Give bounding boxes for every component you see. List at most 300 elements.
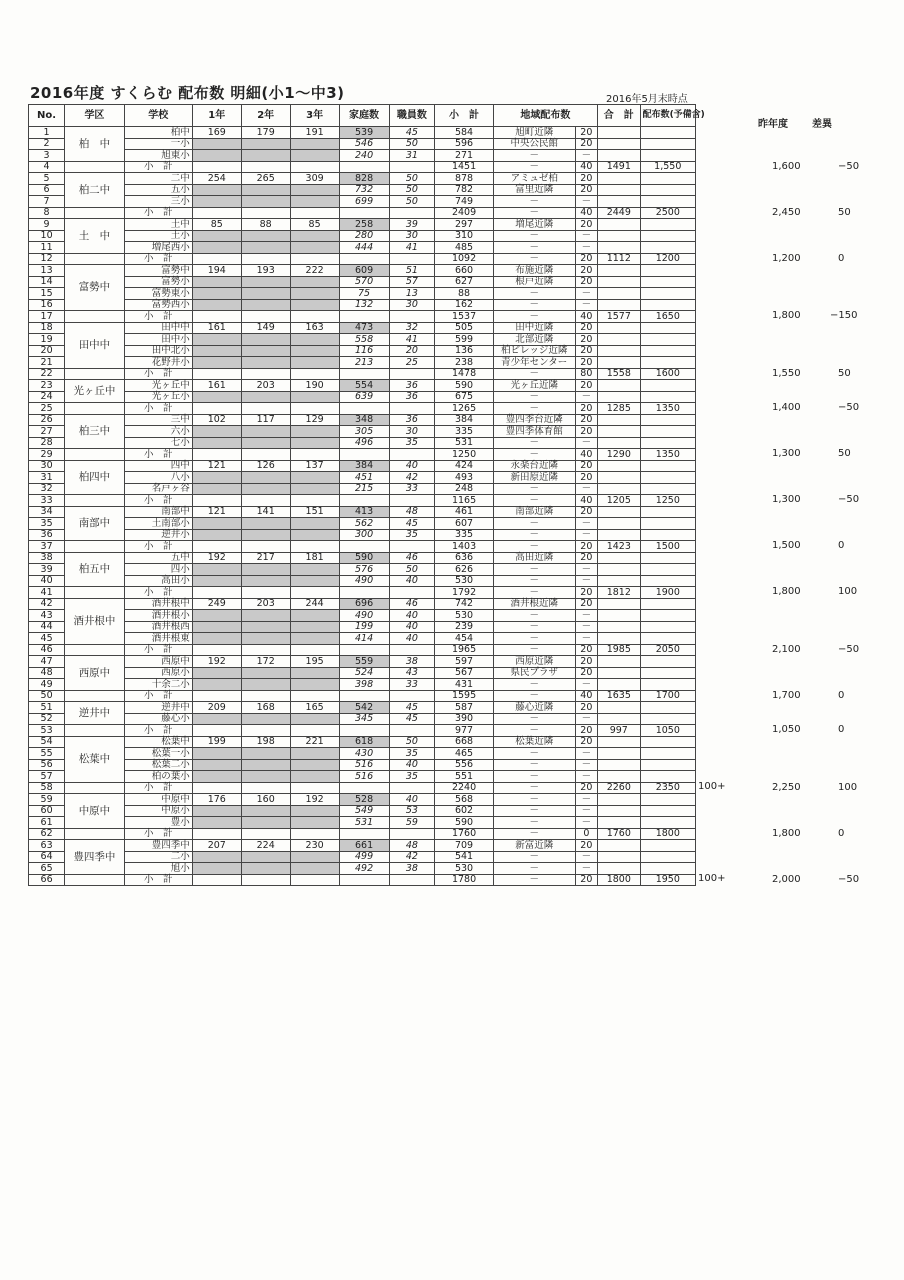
group-total: 1635 <box>598 690 641 702</box>
diff-value: −50 <box>838 873 860 885</box>
school-name: 八小 <box>124 472 192 484</box>
school-name: 中原小 <box>124 805 192 817</box>
school-name: 逆井中 <box>124 702 192 714</box>
row-number: 35 <box>29 518 65 530</box>
staff-count: 50 <box>389 173 435 185</box>
staff-empty <box>389 368 435 380</box>
district-name: 逆井中 <box>65 702 125 725</box>
row-subtotal: 271 <box>435 150 494 162</box>
row-number: 14 <box>29 276 65 288</box>
row-number: 43 <box>29 610 65 622</box>
area-location: － <box>493 437 575 449</box>
staff-count: 41 <box>389 242 435 254</box>
row-subtotal: 597 <box>435 656 494 668</box>
total-cell <box>598 426 641 438</box>
subtotal-label: 小 計 <box>124 311 192 323</box>
grade1-count: 199 <box>192 736 241 748</box>
header-last-year: 昨年度 <box>758 119 788 130</box>
grade1-count: 207 <box>192 840 241 852</box>
total-cell <box>598 851 641 863</box>
area-count: 20 <box>575 472 597 484</box>
area-count: － <box>575 748 597 760</box>
grade3-empty <box>290 541 339 553</box>
area-count: 20 <box>575 506 597 518</box>
area-location: － <box>493 587 575 599</box>
household-count: 444 <box>339 242 389 254</box>
school-name: 松葉二小 <box>124 759 192 771</box>
row-number: 54 <box>29 736 65 748</box>
area-location: － <box>493 851 575 863</box>
grade1-count <box>192 230 241 242</box>
total-cell <box>598 472 641 484</box>
staff-count: 57 <box>389 276 435 288</box>
grade1-count <box>192 357 241 369</box>
school-name: 豊小 <box>124 817 192 829</box>
row-subtotal: 493 <box>435 472 494 484</box>
grade3-empty <box>290 207 339 219</box>
grade1-count: 192 <box>192 552 241 564</box>
total-cell <box>598 610 641 622</box>
district-empty <box>65 449 125 461</box>
budget-cell <box>640 288 695 300</box>
budget-cell <box>640 414 695 426</box>
area-location: － <box>493 863 575 875</box>
total-cell <box>598 242 641 254</box>
grade2-empty <box>241 495 290 507</box>
row-number: 44 <box>29 621 65 633</box>
area-total: 0 <box>575 828 597 840</box>
grade2-count: 172 <box>241 656 290 668</box>
grade1-count <box>192 196 241 208</box>
grade2-count <box>241 288 290 300</box>
row-subtotal: 551 <box>435 771 494 783</box>
household-count: 413 <box>339 506 389 518</box>
group-total: 1577 <box>598 311 641 323</box>
budget-cell <box>640 345 695 357</box>
grade3-count: 165 <box>290 702 339 714</box>
grade3-count <box>290 345 339 357</box>
budget-cell <box>640 173 695 185</box>
diff-value: 100 <box>838 586 858 598</box>
area-count: 20 <box>575 219 597 231</box>
row-subtotal: 584 <box>435 127 494 139</box>
table-row <box>29 851 696 863</box>
grade3-empty <box>290 828 339 840</box>
row-number: 60 <box>29 805 65 817</box>
grade2-count <box>241 610 290 622</box>
grade2-count: 198 <box>241 736 290 748</box>
grade3-count <box>290 713 339 725</box>
area-count: － <box>575 483 597 495</box>
row-subtotal: 248 <box>435 483 494 495</box>
grade3-count <box>290 334 339 346</box>
grade2-empty <box>241 782 290 794</box>
row-number: 40 <box>29 575 65 587</box>
area-total: 20 <box>575 782 597 794</box>
school-name: 二中 <box>124 173 192 185</box>
grade2-count <box>241 334 290 346</box>
grade2-count: 141 <box>241 506 290 518</box>
household-count: 661 <box>339 840 389 852</box>
group-total: 1290 <box>598 449 641 461</box>
staff-count: 36 <box>389 414 435 426</box>
group-budget: 1900 <box>640 587 695 599</box>
diff-value: −50 <box>838 402 860 414</box>
group-budget: 2350 <box>640 782 695 794</box>
area-location: － <box>493 288 575 300</box>
last-year-value: 1,800 <box>772 827 801 839</box>
table-row <box>29 288 696 300</box>
subtotal-label: 小 計 <box>124 368 192 380</box>
budget-cell <box>640 242 695 254</box>
household-count: 828 <box>339 173 389 185</box>
row-number: 1 <box>29 127 65 139</box>
district-name: 柏四中 <box>65 460 125 495</box>
grade1-empty <box>192 311 241 323</box>
households-empty <box>339 161 389 173</box>
household-count: 499 <box>339 851 389 863</box>
row-subtotal: 556 <box>435 759 494 771</box>
total-cell <box>598 196 641 208</box>
grade2-count <box>241 242 290 254</box>
row-subtotal: 454 <box>435 633 494 645</box>
grade1-count <box>192 345 241 357</box>
row-subtotal: 384 <box>435 414 494 426</box>
table-row <box>29 196 696 208</box>
total-cell <box>598 702 641 714</box>
grade2-count: 217 <box>241 552 290 564</box>
grade2-count <box>241 345 290 357</box>
grade2-count: 149 <box>241 322 290 334</box>
households-empty <box>339 690 389 702</box>
grade1-count <box>192 518 241 530</box>
district-empty <box>65 161 125 173</box>
staff-count: 40 <box>389 633 435 645</box>
grade1-count <box>192 150 241 162</box>
area-total: 40 <box>575 690 597 702</box>
area-location: － <box>493 529 575 541</box>
staff-count: 42 <box>389 851 435 863</box>
grade1-empty <box>192 368 241 380</box>
grade3-count: 192 <box>290 794 339 806</box>
grade1-empty <box>192 644 241 656</box>
area-count: － <box>575 529 597 541</box>
grade1-count <box>192 483 241 495</box>
row-subtotal: 668 <box>435 736 494 748</box>
group-total: 2260 <box>598 782 641 794</box>
school-name: 松葉中 <box>124 736 192 748</box>
school-name: 西原小 <box>124 667 192 679</box>
budget-cell <box>640 598 695 610</box>
district-empty <box>65 403 125 415</box>
table-row <box>29 184 696 196</box>
grade2-count <box>241 679 290 691</box>
budget-cell <box>640 759 695 771</box>
area-count: － <box>575 805 597 817</box>
area-location: 新田原近隣 <box>493 472 575 484</box>
area-count: － <box>575 794 597 806</box>
grade1-count: 209 <box>192 702 241 714</box>
row-subtotal: 531 <box>435 437 494 449</box>
row-subtotal: 587 <box>435 702 494 714</box>
grade3-count: 195 <box>290 656 339 668</box>
grade1-count <box>192 334 241 346</box>
grade3-count <box>290 621 339 633</box>
group-total: 997 <box>598 725 641 737</box>
budget-cell <box>640 230 695 242</box>
district-name: 柏 中 <box>65 127 125 162</box>
area-location: － <box>493 242 575 254</box>
group-budget: 1950 <box>640 874 695 886</box>
grade3-empty <box>290 495 339 507</box>
household-count: 398 <box>339 679 389 691</box>
school-name: 酒井根中 <box>124 598 192 610</box>
staff-empty <box>389 644 435 656</box>
household-count: 696 <box>339 598 389 610</box>
grade2-count <box>241 483 290 495</box>
grade3-count <box>290 483 339 495</box>
area-location: － <box>493 782 575 794</box>
area-location: 豊四季体育館 <box>493 426 575 438</box>
school-name: 柏の葉小 <box>124 771 192 783</box>
table-row <box>29 621 696 633</box>
school-name: 酒井根西 <box>124 621 192 633</box>
household-count: 542 <box>339 702 389 714</box>
area-count: － <box>575 150 597 162</box>
area-location: － <box>493 621 575 633</box>
staff-count: 40 <box>389 621 435 633</box>
row-number: 17 <box>29 311 65 323</box>
subtotal-row <box>29 253 696 265</box>
row-number: 50 <box>29 690 65 702</box>
grade3-count <box>290 564 339 576</box>
total-cell <box>598 219 641 231</box>
grade1-empty <box>192 782 241 794</box>
grade3-count <box>290 357 339 369</box>
district-name: 土 中 <box>65 219 125 254</box>
row-number: 20 <box>29 345 65 357</box>
budget-cell <box>640 817 695 829</box>
budget-cell <box>640 299 695 311</box>
district-name: 光ヶ丘中 <box>65 380 125 403</box>
area-location: － <box>493 771 575 783</box>
area-location: － <box>493 518 575 530</box>
school-name: 花野井小 <box>124 357 192 369</box>
grade3-count <box>290 518 339 530</box>
row-subtotal: 465 <box>435 748 494 760</box>
table-row <box>29 610 696 622</box>
total-cell <box>598 713 641 725</box>
diff-value: 0 <box>838 827 845 839</box>
district-name: 松葉中 <box>65 736 125 782</box>
row-number: 30 <box>29 460 65 472</box>
district-empty <box>65 828 125 840</box>
grade2-count <box>241 276 290 288</box>
grade3-count: 181 <box>290 552 339 564</box>
household-count: 559 <box>339 656 389 668</box>
area-location: 県民プラザ <box>493 667 575 679</box>
grade1-empty <box>192 161 241 173</box>
district-name: 柏二中 <box>65 173 125 208</box>
grade3-count <box>290 851 339 863</box>
table-body <box>29 127 696 886</box>
school-name: 土南部小 <box>124 518 192 530</box>
grade3-count: 309 <box>290 173 339 185</box>
row-subtotal: 709 <box>435 840 494 852</box>
staff-count: 35 <box>389 437 435 449</box>
area-count: － <box>575 242 597 254</box>
group-budget: 2050 <box>640 644 695 656</box>
household-count: 516 <box>339 771 389 783</box>
budget-cell <box>640 437 695 449</box>
row-subtotal: 782 <box>435 184 494 196</box>
row-number: 45 <box>29 633 65 645</box>
budget-cell <box>640 794 695 806</box>
staff-count: 50 <box>389 736 435 748</box>
subtotal-label: 小 計 <box>124 207 192 219</box>
budget-cell <box>640 564 695 576</box>
household-count: 496 <box>339 437 389 449</box>
grade2-count <box>241 529 290 541</box>
budget-cell <box>640 840 695 852</box>
group-subtotal: 1478 <box>435 368 494 380</box>
grade3-count <box>290 817 339 829</box>
header-budget: 配布数(予備含) <box>640 105 695 127</box>
row-number: 6 <box>29 184 65 196</box>
area-location: 田中近隣 <box>493 322 575 334</box>
household-count: 75 <box>339 288 389 300</box>
area-count: 20 <box>575 414 597 426</box>
grade1-empty <box>192 403 241 415</box>
staff-empty <box>389 690 435 702</box>
group-total: 1285 <box>598 403 641 415</box>
grade1-empty <box>192 587 241 599</box>
budget-cell <box>640 219 695 231</box>
staff-count: 31 <box>389 150 435 162</box>
budget-cell <box>640 656 695 668</box>
total-cell <box>598 598 641 610</box>
budget-cell <box>640 633 695 645</box>
last-year-value: 1,600 <box>772 160 801 172</box>
grade2-count: 265 <box>241 173 290 185</box>
grade3-count: 151 <box>290 506 339 518</box>
row-number: 52 <box>29 713 65 725</box>
district-empty <box>65 725 125 737</box>
household-count: 492 <box>339 863 389 875</box>
grade3-empty <box>290 403 339 415</box>
households-empty <box>339 874 389 886</box>
grade3-count <box>290 196 339 208</box>
total-cell <box>598 276 641 288</box>
total-cell <box>598 805 641 817</box>
grade2-count <box>241 472 290 484</box>
last-year-value: 1,300 <box>772 448 801 460</box>
area-count: 20 <box>575 667 597 679</box>
area-count: 20 <box>575 265 597 277</box>
school-name: 富勢中 <box>124 265 192 277</box>
school-name: 四中 <box>124 460 192 472</box>
grade1-empty <box>192 541 241 553</box>
table-row <box>29 173 696 185</box>
area-location: － <box>493 403 575 415</box>
school-name: 松葉一小 <box>124 748 192 760</box>
row-number: 5 <box>29 173 65 185</box>
district-empty <box>65 541 125 553</box>
grade3-count <box>290 437 339 449</box>
header-households: 家庭数 <box>339 105 389 127</box>
area-location: － <box>493 644 575 656</box>
row-subtotal: 461 <box>435 506 494 518</box>
table-row <box>29 127 696 139</box>
table-row <box>29 518 696 530</box>
budget-cell <box>640 552 695 564</box>
budget-cell <box>640 196 695 208</box>
group-budget: 1050 <box>640 725 695 737</box>
table-row <box>29 529 696 541</box>
row-subtotal: 136 <box>435 345 494 357</box>
area-count: 20 <box>575 702 597 714</box>
area-total: 20 <box>575 725 597 737</box>
budget-cell <box>640 276 695 288</box>
grade2-count <box>241 138 290 150</box>
households-empty <box>339 368 389 380</box>
area-total: 20 <box>575 541 597 553</box>
total-cell <box>598 138 641 150</box>
staff-count: 32 <box>389 322 435 334</box>
school-name: 田中北小 <box>124 345 192 357</box>
household-count: 531 <box>339 817 389 829</box>
school-name: 富勢西小 <box>124 299 192 311</box>
household-count: 524 <box>339 667 389 679</box>
row-number: 58 <box>29 782 65 794</box>
district-name: 柏五中 <box>65 552 125 587</box>
district-name: 田中中 <box>65 322 125 368</box>
budget-cell <box>640 265 695 277</box>
staff-empty <box>389 495 435 507</box>
area-location: － <box>493 564 575 576</box>
budget-cell <box>640 322 695 334</box>
household-count: 199 <box>339 621 389 633</box>
header-total: 合 計 <box>598 105 641 127</box>
budget-cell <box>640 667 695 679</box>
area-location: 松葉近隣 <box>493 736 575 748</box>
grade2-empty <box>241 449 290 461</box>
household-count: 590 <box>339 552 389 564</box>
staff-count: 39 <box>389 219 435 231</box>
school-name: 増尾西小 <box>124 242 192 254</box>
staff-count: 40 <box>389 794 435 806</box>
diff-value: −150 <box>830 310 858 322</box>
diff-value: 0 <box>838 252 845 264</box>
staff-count: 50 <box>389 138 435 150</box>
grade3-count: 191 <box>290 127 339 139</box>
diff-value: 0 <box>838 689 845 701</box>
grade1-count <box>192 667 241 679</box>
group-budget: 1650 <box>640 311 695 323</box>
budget-cell <box>640 771 695 783</box>
staff-count: 40 <box>389 610 435 622</box>
subtotal-label: 小 計 <box>124 644 192 656</box>
row-number: 9 <box>29 219 65 231</box>
grade3-count <box>290 184 339 196</box>
total-cell <box>598 518 641 530</box>
budget-cell <box>640 184 695 196</box>
school-name: 富勢東小 <box>124 288 192 300</box>
household-count: 490 <box>339 575 389 587</box>
group-budget: 1700 <box>640 690 695 702</box>
area-location: － <box>493 828 575 840</box>
grade1-count <box>192 437 241 449</box>
